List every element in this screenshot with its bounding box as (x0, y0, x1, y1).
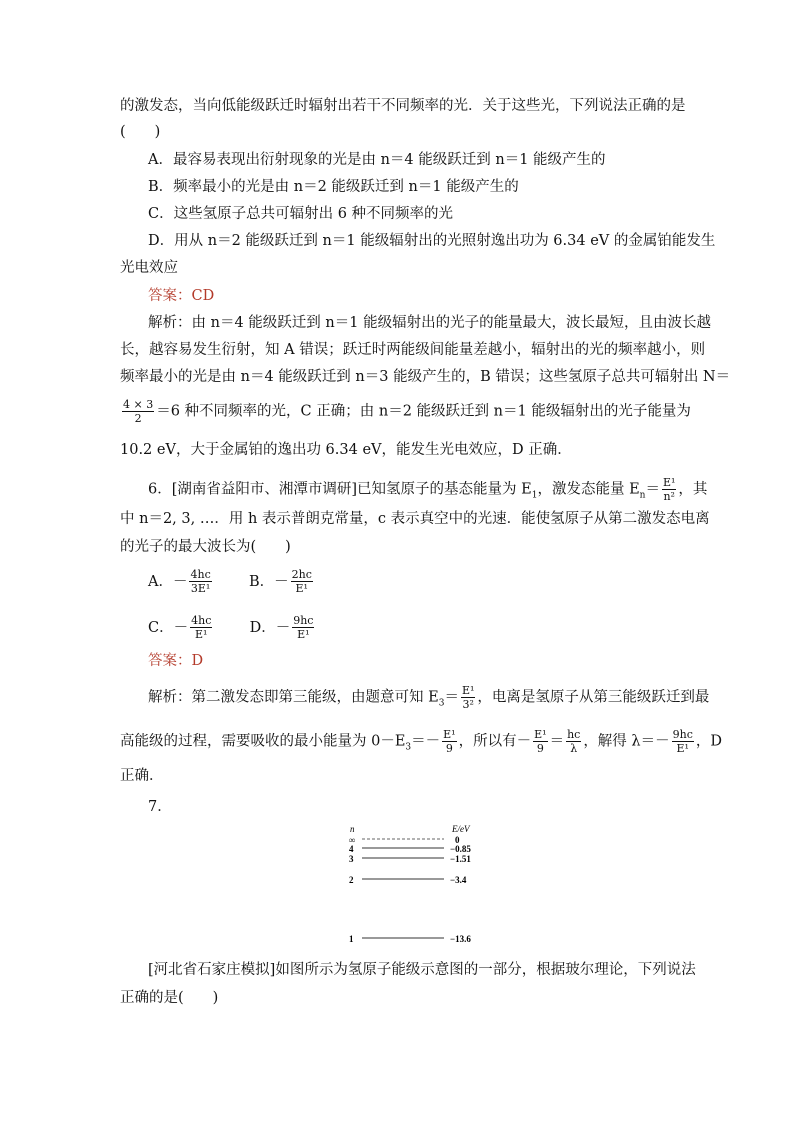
level-e-2: −3.4 (450, 875, 467, 885)
q5-explanation-line4: $\frac{4 \times 3}{2}$ ＝6 种不同频率的光，C 正确；由 n＝2 能级跃迁到 n＝1 能级辐射出的光子能量为 (123, 398, 691, 425)
q5-explanation-line1: 解析：由 n＝4 能级跃迁到 n＝1 能级辐射出的光子的能量最大，波长最短，且由波长越 (148, 315, 712, 331)
q5-option-a: A．最容易表现出衍射现象的光是由 n＝4 能级跃迁到 n＝1 能级产生的 (148, 152, 606, 168)
n-count-fraction: $\frac{4 \times 3}{2}$ (123, 398, 154, 425)
n-axis-label: n (350, 824, 355, 834)
q6-explanation-line3: 正确． (120, 768, 164, 784)
q6-options-row2 (148, 614, 408, 641)
q6-option-d: D．－ $\frac{9hc}{\text{E¹}}$ (249, 614, 314, 641)
q6-stem-line1: 6．[湖南省益阳市、湘潭市调研]已知氢原子的基态能量为 $E_1$，激发态能量 $E_n=$ $\frac{\text{E¹}}{\text{n²}}$ ，其 (148, 476, 708, 503)
level-n-4: 4 (349, 844, 354, 854)
q5-stem-line1: 的激发态，当向低能级跃迁时辐射出若干不同频率的光．关于这些光，下列说法正确的是 (120, 98, 686, 114)
q6-stem-line3: 的光子的最大波长为( ) (120, 539, 291, 555)
energy-level-diagram (340, 822, 490, 947)
q5-explanation-line3: 频率最小的光是由 n＝4 能级跃迁到 n＝3 能级产生的，B 错误；这些氢原子总共可辐射出 N＝ (120, 369, 731, 385)
level-e-inf: 0 (455, 835, 460, 845)
q6-explanation-line1: 解析：第二激发态即第三能级，由题意可知 $E_3=$ $\frac{\text{E¹}}{\text{3²}}$ ，电离是氢原子从第三能级跃迁到最 (148, 684, 710, 711)
q6-explanation-line2: 高能级的过程，需要吸收的最小能量为 $0-E_3=-$ $\frac{\text{E¹}}{9}$ ，所以有－ $\frac{\text{E¹}}{9}$ ＝ $\frac{hc}{\lambda}$ ，解得 λ＝－ $\frac{9hc}{\text{E¹}}$ ，D (120, 728, 723, 755)
en-fraction: $\frac{\text{E¹}}{\text{n²}}$ (662, 476, 676, 503)
q7-number: 7． (148, 799, 172, 815)
level-n-2: 2 (349, 875, 354, 885)
q5-option-d-line2: 光电效应 (120, 260, 178, 276)
q5-option-b: B．频率最小的光是由 n＝2 能级跃迁到 n＝1 能级产生的 (148, 179, 519, 195)
q6-stem-line2: 中 n＝2, 3, …．用 h 表示普朗克常量，c 表示真空中的光速．能使氢原子从第二激发态电离 (120, 511, 710, 527)
level-e-4: −0.85 (450, 844, 471, 854)
q5-answer: 答案：CD (148, 288, 215, 304)
q6-option-c: C．－ $\frac{4hc}{\text{E¹}}$ (148, 614, 212, 641)
level-n-1: 1 (349, 934, 354, 944)
q5-option-d-line1: D．用从 n＝2 能级跃迁到 n＝1 能级辐射出的光照射逸出功为 6.34 eV 的金属铂能发生 (148, 233, 716, 249)
q6-answer: 答案：D (148, 653, 204, 669)
q6-options-row1 (148, 568, 408, 595)
q6-option-a: A．－ $\frac{4hc}{\text{3E¹}}$ (148, 568, 211, 595)
q7-stem-line2: 正确的是( ) (120, 990, 219, 1006)
level-n-3: 3 (349, 854, 354, 864)
level-e-1: −13.6 (450, 934, 471, 944)
q5-stem-line2: ( ) (120, 124, 161, 140)
q5-option-c: C．这些氢原子总共可辐射出 6 种不同频率的光 (148, 206, 454, 222)
q5-explanation-line5: 10.2 eV，大于金属铂的逸出功 6.34 eV，能发生光电效应，D 正确． (120, 442, 572, 458)
energy-axis-label: E/eV (452, 824, 470, 834)
level-n-inf: ∞ (349, 835, 356, 845)
q7-stem-line1: [河北省石家庄模拟]如图所示为氢原子能级示意图的一部分，根据玻尔理论，下列说法 (148, 962, 696, 978)
level-e-3: −1.51 (450, 854, 471, 864)
q6-option-b: B．－ $\frac{2hc}{\text{E¹}}$ (248, 568, 312, 595)
q5-explanation-line2: 长，越容易发生衍射，知 A 错误；跃迁时两能级间能量差越小，辐射出的光的频率越小，则 (120, 342, 706, 358)
